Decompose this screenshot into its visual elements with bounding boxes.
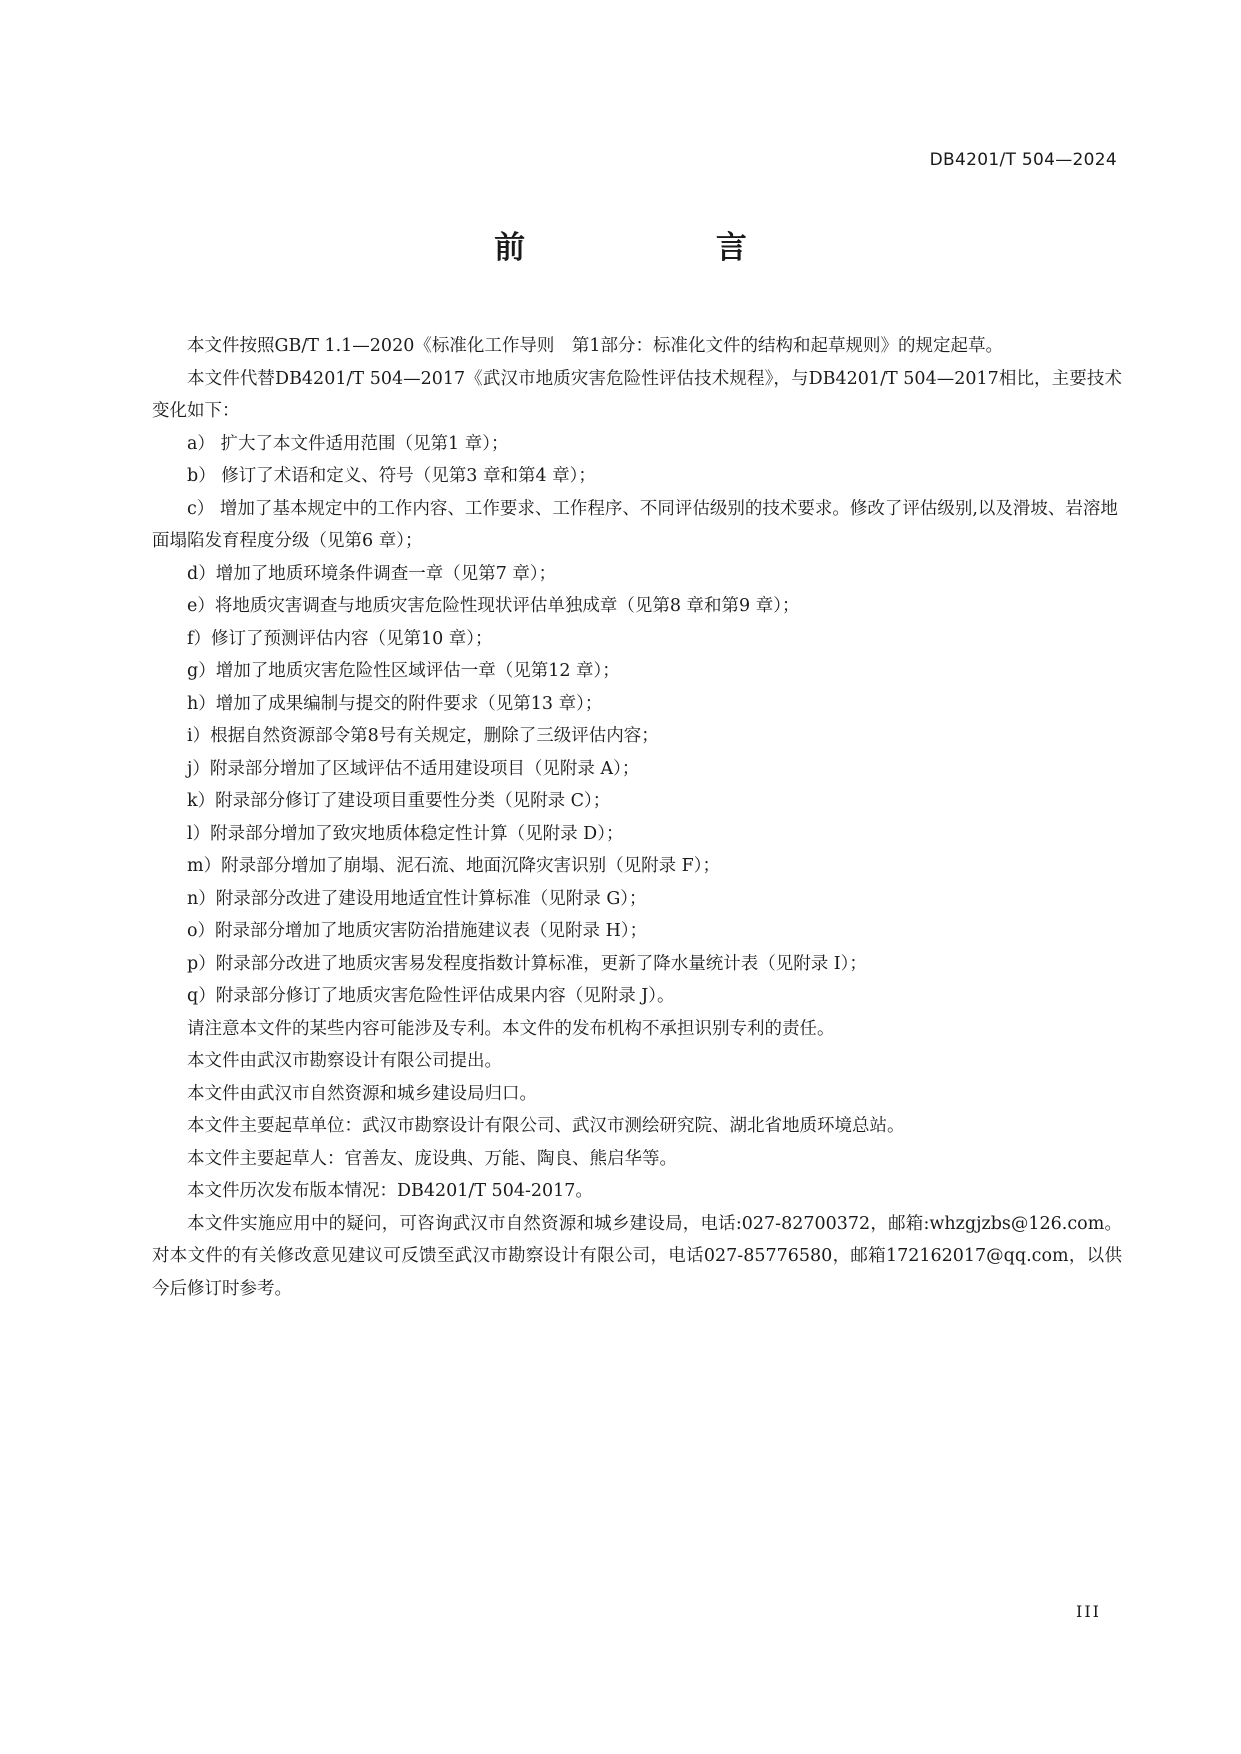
paragraph-governing-body: 本文件由武汉市自然资源和城乡建设局归口。 (187, 1083, 537, 1104)
list-item: l）附录部分增加了致灾地质体稳定性计算（见附录 D）； (187, 823, 624, 844)
list-item: p）附录部分改进了地质灾害易发程度指数计算标准，更新了降水量统计表（见附录 I）； (187, 953, 867, 974)
page-title: 前 言 (494, 230, 807, 266)
list-item: m）附录部分增加了崩塌、泥石流、地面沉降灾害识别（见附录 F）； (187, 856, 721, 876)
list-item: j）附录部分增加了区域评估不适用建设项目（见附录 A）； (187, 758, 640, 779)
paragraph-version-history: 本文件历次发布版本情况：DB4201/T 504-2017。 (187, 1181, 593, 1201)
page-number: III (1076, 1602, 1101, 1621)
list-item: g）增加了地质灾害危险性区域评估一章（见第12 章）； (187, 661, 620, 681)
list-item: f）修订了预测评估内容（见第10 章）； (187, 628, 493, 649)
paragraph-drafting-rules: 本文件按照GB/T 1.1—2020《标准化工作导则 第1部分：标准化文件的结构和起草规则》的规定起草。 (187, 336, 1003, 356)
list-item: o）附录部分增加了地质灾害防治措施建议表（见附录 H）； (187, 921, 648, 941)
list-item: a） 扩大了本文件适用范围（见第1 章）； (187, 433, 509, 454)
paragraph-drafters: 本文件主要起草人：官善友、庞设典、万能、陶良、熊启华等。 (187, 1148, 677, 1169)
paragraph-contact: 本文件实施应用中的疑问，可咨询武汉市自然资源和城乡建设局，电话:027-82700372，邮箱:whzgjzbs@126.com。对本文件的有关修改意见建议可反馈至武汉市勘察设计有限公司，电话027-85776580，邮箱172162017@qq.com，以供今后修订时参考。 (152, 1213, 1122, 1299)
paragraph-proposer: 本文件由武汉市勘察设计有限公司提出。 (187, 1051, 502, 1071)
list-item: e）将地质灾害调查与地质灾害危险性现状评估单独成章（见第8 章和第9 章）； (187, 596, 800, 616)
list-item: q）附录部分修订了地质灾害危险性评估成果内容（见附录 J）。 (187, 986, 675, 1006)
paragraph-replacement: 本文件代替DB4201/T 504—2017《武汉市地质灾害危险性评估技术规程》，与DB4201/T 504—2017相比，主要技术变化如下： (152, 368, 1122, 421)
list-item: b） 修订了术语和定义、符号（见第3 章和第4 章）； (187, 466, 596, 486)
list-item: k）附录部分修订了建设项目重要性分类（见附录 C）； (187, 791, 611, 811)
list-item: i）根据自然资源部令第8号有关规定，删除了三级评估内容； (187, 726, 659, 746)
list-item: c） 增加了基本规定中的工作内容、工作要求、工作程序、不同评估级别的技术要求。修改了评估级别,以及滑坡、岩溶地面塌陷发育程度分级（见第6 章）； (152, 498, 1118, 551)
list-item: n）附录部分改进了建设用地适宜性计算标准（见附录 G）； (187, 888, 647, 909)
foreword-body (152, 330, 1122, 1305)
paragraph-drafting-units: 本文件主要起草单位：武汉市勘察设计有限公司、武汉市测绘研究院、湖北省地质环境总站。 (187, 1116, 905, 1136)
list-item: d）增加了地质环境条件调查一章（见第7 章）； (187, 563, 557, 584)
list-item: h）增加了成果编制与提交的附件要求（见第13 章）； (187, 693, 603, 714)
paragraph-patent-notice: 请注意本文件的某些内容可能涉及专利。本文件的发布机构不承担识别专利的责任。 (187, 1018, 835, 1039)
document-code: DB4201/T 504—2024 (929, 150, 1117, 170)
